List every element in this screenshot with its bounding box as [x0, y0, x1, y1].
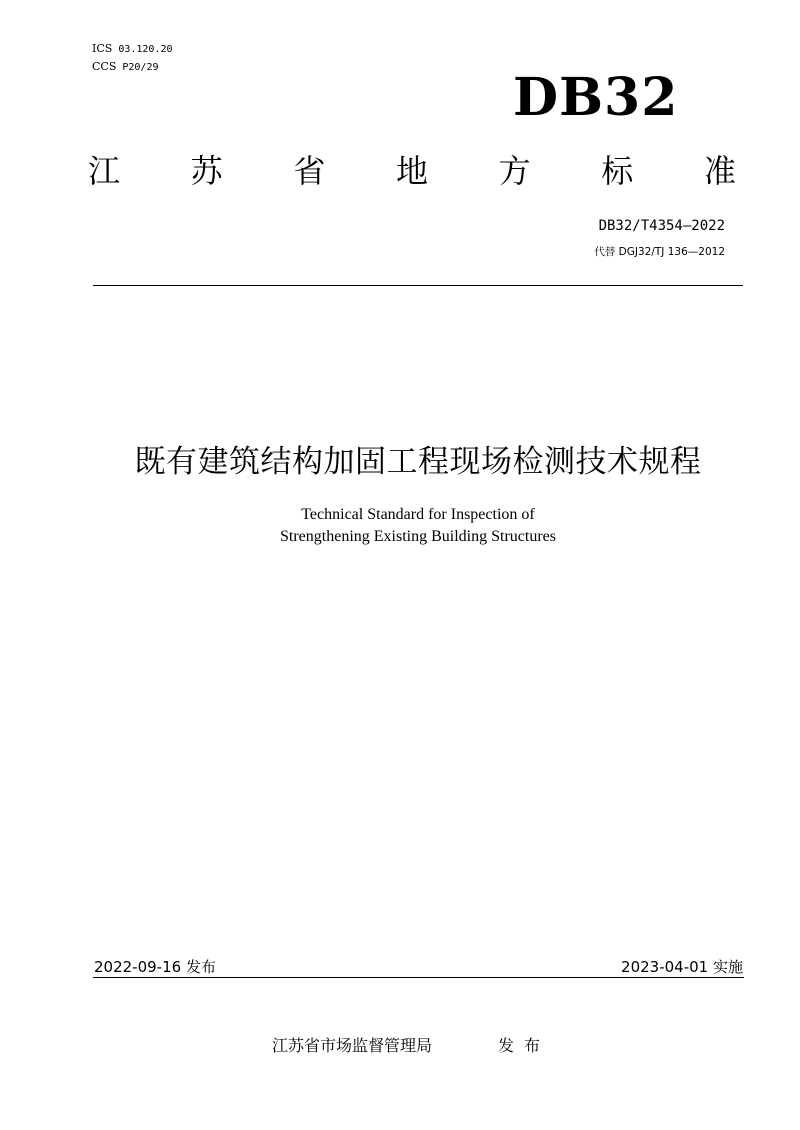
db32-logo: DB32 [513, 67, 679, 128]
standard-type-char: 准 [703, 152, 736, 190]
ics-code: 03.120.20 [118, 44, 173, 55]
document-title-zh: 既有建筑结构加固工程现场检测技术规程 [134, 444, 702, 480]
ccs-code: P20/29 [122, 62, 159, 73]
standard-type-char: 地 [395, 152, 428, 190]
replaces-standard: 代替 DGJ32/TJ 136—2012 [594, 246, 725, 258]
standard-type-char: 省 [293, 152, 326, 190]
ccs-code-line [92, 60, 159, 73]
implementation-date: 2023-04-01 实施 [621, 958, 743, 976]
ics-label: ICS [92, 42, 113, 55]
standard-type-char: 方 [498, 152, 531, 190]
standard-number: DB32/T4354—2022 [598, 218, 725, 234]
standard-type-char: 标 [601, 152, 634, 190]
ics-code-line [92, 42, 173, 55]
document-title-en-line1: Technical Standard for Inspection of [301, 506, 535, 523]
footer-divider [93, 977, 744, 978]
header-divider [93, 285, 743, 286]
issuing-verb: 发布 [498, 1036, 551, 1055]
issuing-authority: 江苏省市场监督管理局 [272, 1036, 433, 1055]
standard-type-char: 苏 [190, 152, 223, 190]
document-title-en-line2: Strengthening Existing Building Structures [280, 528, 556, 545]
standard-type-heading [88, 152, 736, 190]
issue-date: 2022-09-16 发布 [94, 958, 216, 976]
standard-type-char: 江 [88, 152, 121, 190]
ccs-label: CCS [92, 60, 117, 73]
